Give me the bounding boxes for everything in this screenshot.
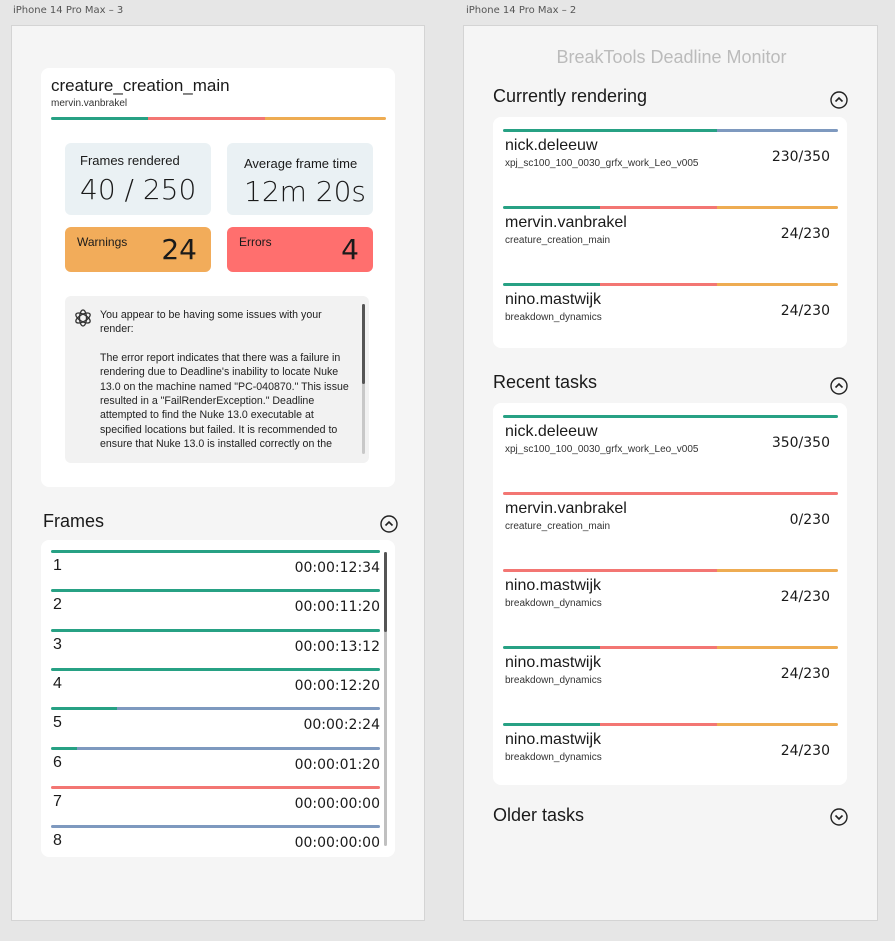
job-progress-segment-green (51, 117, 148, 120)
frame-number: 2 (53, 596, 62, 614)
avg-frame-time-label: Average frame time (244, 156, 358, 171)
frame-number: 4 (53, 674, 62, 692)
frame-progress-bar (51, 589, 380, 592)
frame-progress-segment-green (51, 747, 77, 750)
avg-frame-time-panel (227, 143, 373, 215)
frame-progress-segment-green (51, 629, 380, 632)
frame-row[interactable] (51, 707, 380, 746)
task-user: mervin.vanbrakel (505, 214, 627, 231)
task-frame-count: 0/230 (789, 512, 830, 528)
chevron-down-circle-icon[interactable] (830, 808, 848, 826)
frame-time: 00:00:12:20 (294, 677, 380, 694)
task-job-name: creature_creation_main (505, 235, 611, 246)
task-progress-segment-red (600, 646, 717, 649)
task-job-name: creature_creation_main (505, 521, 611, 532)
task-progress-segment-red (503, 492, 838, 495)
currently-rendering-title: Currently rendering (493, 86, 648, 106)
task-job-name: breakdown_dynamics (505, 752, 602, 763)
currently-rendering-list (493, 117, 847, 348)
task-progress-segment-green (503, 283, 600, 286)
frame-time: 00:00:12:34 (294, 560, 380, 576)
task-row[interactable] (503, 492, 838, 562)
recent-tasks-title: Recent tasks (493, 372, 598, 392)
task-user: nick.deleeuw (505, 137, 598, 154)
frame-row[interactable] (51, 550, 380, 589)
artboard-label-right: iPhone 14 Pro Max – 2 (466, 5, 577, 16)
frames-rendered-value: 40 / 250 (80, 173, 197, 206)
job-summary-card (41, 68, 395, 487)
task-job-name: xpj_sc100_100_0030_grfx_work_Leo_v005 (505, 158, 699, 169)
task-row[interactable] (503, 415, 838, 485)
frame-row[interactable] (51, 668, 380, 707)
frame-number: 7 (53, 792, 62, 810)
ai-message-scrollbar[interactable] (362, 304, 365, 454)
warnings-label: Warnings (77, 235, 128, 249)
task-progress-segment-orange (717, 646, 838, 649)
task-progress-bar (503, 492, 838, 495)
frame-progress-segment-blue (117, 707, 380, 710)
job-title: creature_creation_main (51, 76, 230, 95)
ai-message-text (100, 308, 352, 463)
task-row[interactable] (503, 129, 838, 199)
frame-number: 1 (53, 557, 62, 574)
frame-time: 00:00:00:00 (294, 835, 380, 852)
openai-logo-icon (73, 308, 93, 328)
task-row[interactable] (503, 646, 838, 716)
errors-label: Errors (239, 235, 272, 249)
task-progress-bar (503, 646, 838, 649)
frame-time: 00:00:11:20 (294, 599, 380, 616)
chevron-up-circle-icon[interactable] (830, 91, 848, 109)
task-progress-segment-green (503, 206, 600, 209)
frame-progress-segment-red (51, 786, 380, 789)
task-job-name: xpj_sc100_100_0030_grfx_work_Leo_v005 (505, 444, 699, 455)
task-frame-count: 24/230 (780, 743, 830, 759)
frames-scrollbar-thumb[interactable] (384, 552, 387, 632)
frame-progress-bar (51, 786, 380, 789)
task-progress-bar (503, 569, 838, 572)
recent-tasks-list (493, 403, 847, 785)
task-user: nino.mastwijk (505, 291, 602, 308)
task-progress-segment-green (503, 129, 717, 132)
task-progress-segment-red (600, 723, 717, 726)
chevron-up-circle-icon[interactable] (830, 377, 848, 395)
frame-row[interactable] (51, 589, 380, 628)
frame-progress-segment-blue (51, 825, 380, 828)
task-progress-segment-orange (717, 723, 838, 726)
job-progress-bar (51, 117, 386, 120)
task-frame-count: 24/230 (780, 303, 830, 319)
frame-number: 8 (53, 832, 62, 850)
task-job-name: breakdown_dynamics (505, 312, 602, 323)
chevron-up-circle-icon[interactable] (380, 515, 398, 533)
task-progress-bar (503, 129, 838, 132)
frames-section-title: Frames (43, 511, 105, 531)
task-job-name: breakdown_dynamics (505, 598, 602, 609)
frame-number: 6 (53, 753, 62, 771)
task-row[interactable] (503, 723, 838, 793)
task-progress-segment-red (600, 283, 717, 286)
frames-rendered-panel (65, 143, 211, 215)
errors-count: 4 (341, 233, 359, 266)
warnings-count: 24 (161, 233, 197, 266)
frame-progress-segment-green (51, 589, 380, 592)
frames-list (41, 540, 395, 857)
task-frame-count: 24/230 (780, 589, 830, 605)
ai-message-scrollbar-thumb[interactable] (362, 304, 365, 384)
task-user: mervin.vanbrakel (505, 500, 627, 517)
task-progress-segment-orange (717, 283, 838, 286)
frame-progress-bar (51, 825, 380, 828)
ai-assistant-message[interactable] (65, 296, 369, 463)
warnings-panel[interactable] (65, 227, 211, 272)
frames-scrollbar[interactable] (384, 552, 387, 846)
frame-progress-segment-green (51, 707, 117, 710)
frame-row[interactable] (51, 747, 380, 786)
task-frame-count: 230/350 (771, 149, 830, 165)
job-user: mervin.vanbrakel (51, 98, 128, 109)
task-user: nino.mastwijk (505, 731, 602, 748)
errors-panel[interactable] (227, 227, 373, 272)
task-user: nino.mastwijk (505, 577, 602, 594)
task-progress-bar (503, 206, 838, 209)
frame-time: 00:00:2:24 (303, 717, 380, 734)
frame-progress-bar (51, 550, 380, 553)
frame-row[interactable] (51, 825, 380, 857)
task-progress-bar (503, 283, 838, 286)
task-progress-bar (503, 415, 838, 418)
older-tasks-title[interactable]: Older tasks (493, 805, 585, 825)
frame-progress-segment-green (51, 550, 380, 553)
task-job-name: breakdown_dynamics (505, 675, 602, 686)
task-progress-segment-red (503, 569, 717, 572)
task-row[interactable] (503, 283, 838, 353)
task-row[interactable] (503, 206, 838, 276)
frame-progress-bar (51, 629, 380, 632)
ai-message-body: The error report indicates that there was a failure in rendering due to Deadline's inability to locate Nuke 13.0 on the machine named "PC-040870." This issue resulted in a "FailRenderException." Deadline attempted to find the Nuke 13.0 executable at specified locations but failed. It is recommended to ensure that Nuke 13.0 is installed correctly on the (100, 351, 349, 451)
frame-progress-bar (51, 668, 380, 671)
artboard-label-left: iPhone 14 Pro Max – 3 (13, 5, 124, 16)
task-frame-count: 24/230 (780, 666, 830, 682)
task-user: nino.mastwijk (505, 654, 602, 671)
task-progress-segment-orange (717, 206, 838, 209)
task-row[interactable] (503, 569, 838, 639)
task-progress-segment-red (600, 206, 717, 209)
job-progress-segment-orange (265, 117, 386, 120)
task-frame-count: 24/230 (780, 226, 830, 242)
frame-time: 00:00:13:12 (294, 638, 380, 655)
monitor-home-screen (463, 25, 878, 921)
frame-time: 00:00:01:20 (294, 756, 380, 773)
job-progress-segment-red (148, 117, 265, 120)
task-progress-bar (503, 723, 838, 726)
app-title: BreakTools Deadline Monitor (556, 47, 787, 67)
task-frame-count: 350/350 (771, 435, 830, 451)
ai-message-intro: You appear to be having some issues with your render: (100, 309, 322, 336)
task-progress-segment-orange (717, 569, 838, 572)
frame-progress-segment-green (51, 668, 380, 671)
job-detail-screen (11, 25, 425, 921)
frame-progress-segment-blue (77, 747, 380, 750)
task-progress-segment-green (503, 415, 838, 418)
frame-progress-bar (51, 747, 380, 750)
frame-time: 00:00:00:00 (294, 795, 380, 812)
frame-number: 5 (53, 714, 62, 732)
frame-row[interactable] (51, 786, 380, 825)
avg-frame-time-value: 12m 20s (244, 175, 367, 208)
frame-number: 3 (53, 635, 62, 653)
frame-row[interactable] (51, 629, 380, 668)
task-progress-segment-blue (717, 129, 838, 132)
task-progress-segment-green (503, 646, 600, 649)
frame-progress-bar (51, 707, 380, 710)
frames-rendered-label: Frames rendered (80, 153, 180, 168)
task-user: nick.deleeuw (505, 423, 598, 440)
task-progress-segment-green (503, 723, 600, 726)
